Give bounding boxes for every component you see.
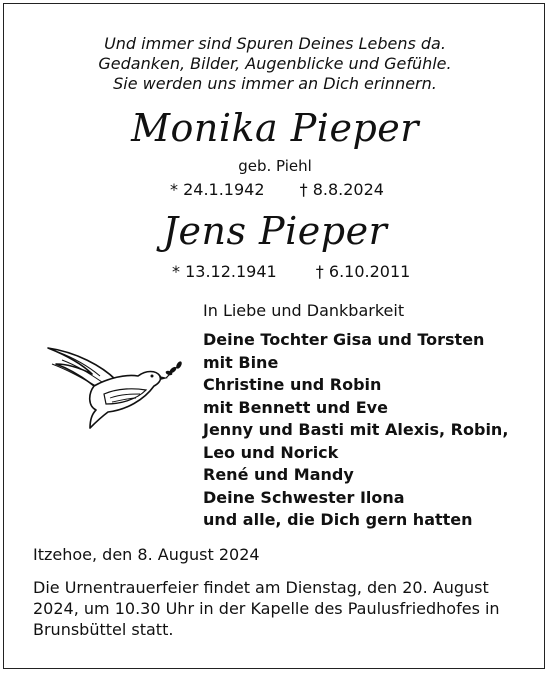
poem-line: Sie werden uns immer an Dich erinnern. — [113, 74, 437, 93]
mourner-line: Deine Schwester Ilona — [203, 487, 405, 507]
mourning-line: In Liebe und Dankbarkeit — [203, 301, 405, 320]
place-and-date: Itzehoe, den 8. August 2024 — [33, 545, 260, 564]
mourner-line: Christine und Robin — [203, 375, 382, 394]
poem-line: Gedanken, Bilder, Augenblicke und Gefühle. — [98, 54, 452, 73]
mourner-line: mit Bennett und Eve — [203, 397, 388, 417]
memorial-poem — [0, 34, 550, 94]
mourner-line: und alle, die Dich gern hatten — [203, 510, 473, 529]
deceased-name-jens: Jens Pieper — [162, 209, 388, 253]
birth-date: * 13.12.1941 — [172, 262, 277, 281]
poem-line: Und immer sind Spuren Deines Lebens da. — [104, 34, 446, 53]
mourners-list — [203, 329, 508, 532]
mourner-line: mit Bine — [203, 352, 279, 372]
mourner-line: René und Mandy — [203, 465, 354, 484]
death-date: † 6.10.2011 — [315, 262, 411, 281]
life-dates-monika — [170, 180, 384, 200]
deceased-name-monika: Monika Pieper — [131, 106, 419, 150]
dove-icon — [38, 330, 188, 430]
mourner-line: Leo und Norick — [203, 442, 339, 462]
birth-name: geb. Piehl — [238, 157, 312, 175]
birth-date: * 24.1.1942 — [170, 180, 265, 199]
mourner-line: Jenny und Basti mit Alexis, Robin, — [203, 420, 509, 439]
mourner-line: Deine Tochter Gisa und Torsten — [203, 330, 485, 349]
funeral-service-info: Die Urnentrauerfeier findet am Dienstag, den 20. August 2024, um 10.30 Uhr in der Kapelle des Paulusfriedhofes in Brunsbüttel statt. — [33, 578, 500, 639]
death-date: † 8.8.2024 — [299, 180, 384, 199]
life-dates-jens — [172, 262, 410, 282]
